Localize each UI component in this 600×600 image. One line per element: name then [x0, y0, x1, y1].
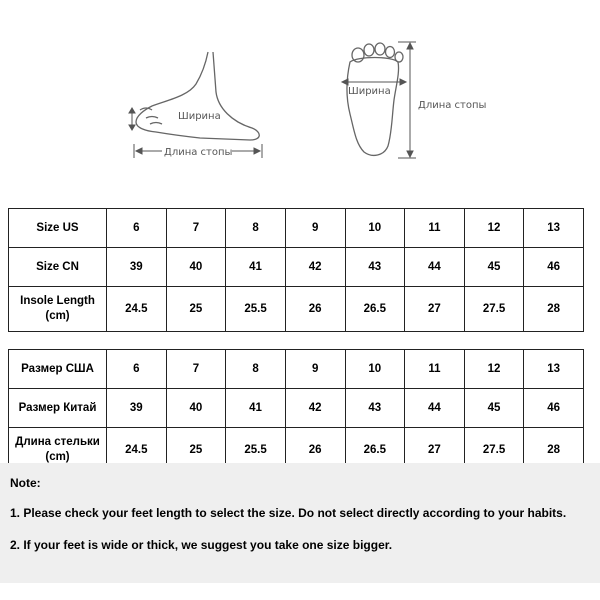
table-cell: 13	[524, 350, 584, 389]
table-cell: 43	[345, 248, 405, 287]
table-cell: 7	[166, 209, 226, 248]
table-cell: 27	[405, 287, 465, 332]
table-cell: 46	[524, 389, 584, 428]
table-cell: 26	[285, 287, 345, 332]
table-cell: 26	[285, 428, 345, 473]
table-cell: 28	[524, 287, 584, 332]
table-row-size-us	[9, 209, 584, 248]
note-line-2: 2. If your feet is wide or thick, we suggest you take one size bigger.	[10, 538, 393, 552]
row-label: Insole Length (cm)	[9, 287, 107, 332]
row-label: Size CN	[9, 248, 107, 287]
table-cell: 9	[285, 350, 345, 389]
foot-measurement-illustration	[0, 0, 600, 185]
table-cell: 13	[524, 209, 584, 248]
table-cell: 24.5	[107, 428, 167, 473]
table-cell: 27	[405, 428, 465, 473]
table-cell: 25.5	[226, 287, 286, 332]
table-cell: 39	[107, 389, 167, 428]
table-cell: 10	[345, 350, 405, 389]
table-row-size-cn	[9, 248, 584, 287]
table-cell: 41	[226, 248, 286, 287]
table-cell: 11	[405, 209, 465, 248]
table-cell: 9	[285, 209, 345, 248]
side-width-label: Ширина	[178, 111, 221, 122]
table-cell: 42	[285, 389, 345, 428]
table-cell: 25	[166, 287, 226, 332]
table-cell: 40	[166, 248, 226, 287]
row-label: Размер Китай	[9, 389, 107, 428]
table-cell: 27.5	[464, 428, 524, 473]
row-label: Длина стельки (cm)	[9, 428, 107, 473]
table-cell: 28	[524, 428, 584, 473]
table-row-size-china	[9, 389, 584, 428]
table-cell: 42	[285, 248, 345, 287]
table-cell: 26.5	[345, 287, 405, 332]
note-title: Note:	[10, 476, 41, 490]
table-cell: 43	[345, 389, 405, 428]
table-cell: 10	[345, 209, 405, 248]
size-table-russian	[8, 349, 584, 473]
table-cell: 26.5	[345, 428, 405, 473]
table-row-size-usa	[9, 350, 584, 389]
note-box	[0, 463, 600, 583]
table-cell: 27.5	[464, 287, 524, 332]
table-cell: 11	[405, 350, 465, 389]
sole-foot-icon	[347, 43, 403, 155]
table-cell: 45	[464, 248, 524, 287]
table-cell: 24.5	[107, 287, 167, 332]
table-cell: 7	[166, 350, 226, 389]
sole-length-arrow	[398, 42, 416, 158]
table-cell: 45	[464, 389, 524, 428]
table-cell: 44	[405, 389, 465, 428]
table-cell: 12	[464, 350, 524, 389]
side-foot-icon	[136, 52, 259, 140]
table-cell: 8	[226, 350, 286, 389]
table-cell: 44	[405, 248, 465, 287]
table-cell: 25	[166, 428, 226, 473]
sole-width-label: Ширина	[348, 86, 391, 97]
table-cell: 12	[464, 209, 524, 248]
sole-length-label: Длина стопы	[418, 100, 487, 111]
table-cell: 46	[524, 248, 584, 287]
table-cell: 39	[107, 248, 167, 287]
table-cell: 25.5	[226, 428, 286, 473]
side-width-arrow	[129, 108, 135, 130]
table-cell: 40	[166, 389, 226, 428]
table-cell: 6	[107, 350, 167, 389]
table-cell: 41	[226, 389, 286, 428]
side-length-label: Длина стопы	[164, 147, 233, 158]
size-table-english	[8, 208, 584, 332]
table-row-insole-length	[9, 287, 584, 332]
table-cell: 8	[226, 209, 286, 248]
note-line-1: 1. Please check your feet length to select the size. Do not select directly according to your habits.	[10, 506, 567, 520]
row-label: Size US	[9, 209, 107, 248]
row-label: Размер США	[9, 350, 107, 389]
table-cell: 6	[107, 209, 167, 248]
